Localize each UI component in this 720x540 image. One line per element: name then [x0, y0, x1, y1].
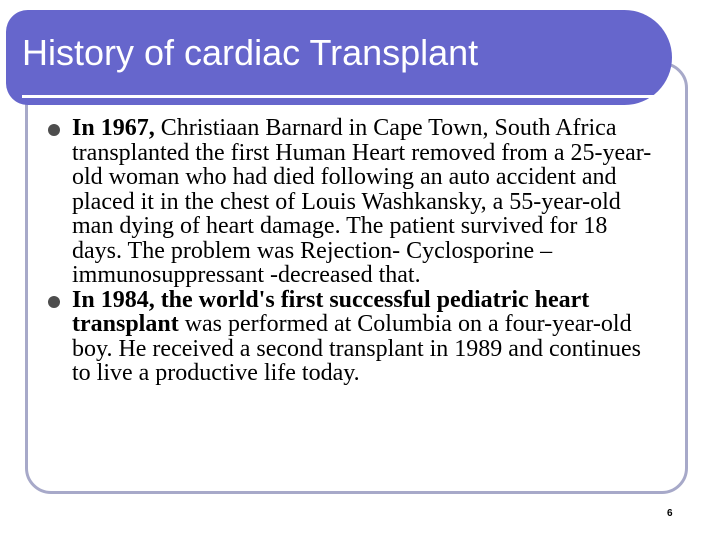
bullet-lead: In 1967, — [72, 115, 155, 141]
bullet-text: Christiaan Barnard in Cape Town, South Africa transplanted the first Human Heart removed from a 25-year-old woman who had died following an auto accident and placed it in the chest of Louis Washkansky, a 55-year-old man dying of heart damage. The patient survived for 18 days. The problem was Rejection- Cyclosporine – immunosuppressant -decreased that. — [72, 115, 652, 288]
bullet-item-1984 — [48, 288, 658, 386]
bullet-lead: In 1984, the world's first successful pediatric heart transplant — [72, 286, 590, 337]
bullet-list — [48, 116, 658, 386]
bullet-item-1967 — [48, 116, 658, 288]
bullet-text: was performed at Columbia on a four-year-old boy. He received a second transplant in 1989 and continues to live a productive life today. — [72, 311, 641, 386]
bullet-dot-icon — [48, 296, 60, 308]
slide-title: History of cardiac Transplant — [22, 32, 479, 73]
bullet-dot-icon — [48, 124, 60, 136]
page-number: 6 — [667, 508, 673, 519]
